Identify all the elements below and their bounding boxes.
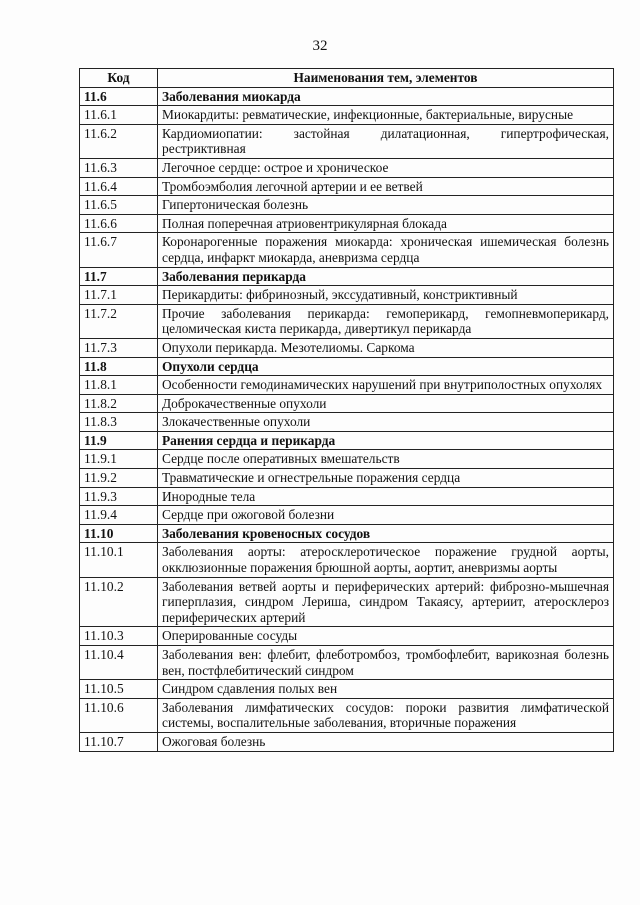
- row-title: Инородные тела: [158, 487, 614, 506]
- table-header-row: [80, 69, 614, 88]
- row-code: 11.6.5: [80, 196, 158, 215]
- row-code: 11.8: [80, 357, 158, 376]
- row-title: Тромбоэмболия легочной артерии и ее ветвей: [158, 177, 614, 196]
- row-title: Перикардиты: фибринозный, экссудативный, констриктивный: [158, 286, 614, 305]
- row-code: 11.8.1: [80, 376, 158, 395]
- topics-table: [79, 68, 614, 752]
- row-title: Заболевания кровеносных сосудов: [158, 524, 614, 543]
- row-code: 11.10: [80, 524, 158, 543]
- table-row: [80, 394, 614, 413]
- row-code: 11.9: [80, 431, 158, 450]
- row-code: 11.10.3: [80, 627, 158, 646]
- table-row: [80, 627, 614, 646]
- row-title: Ранения сердца и перикарда: [158, 431, 614, 450]
- section-row: [80, 267, 614, 286]
- table-row: [80, 732, 614, 751]
- table-row: [80, 543, 614, 577]
- table-row: [80, 680, 614, 699]
- section-row: [80, 431, 614, 450]
- row-title: Заболевания вен: флебит, флеботромбоз, тромбофлебит, варикозная болезнь вен, постфлебитический синдром: [158, 646, 614, 680]
- table-row: [80, 196, 614, 215]
- row-code: 11.9.2: [80, 469, 158, 488]
- table-body: [80, 87, 614, 751]
- table-row: [80, 106, 614, 125]
- row-code: 11.10.2: [80, 577, 158, 627]
- row-code: 11.9.3: [80, 487, 158, 506]
- section-row: [80, 87, 614, 106]
- table-row: [80, 124, 614, 158]
- table-row: [80, 646, 614, 680]
- row-code: 11.9.1: [80, 450, 158, 469]
- row-title: Гипертоническая болезнь: [158, 196, 614, 215]
- row-code: 11.7.2: [80, 304, 158, 338]
- row-title: Сердце после оперативных вмешательств: [158, 450, 614, 469]
- row-code: 11.7.3: [80, 338, 158, 357]
- table-row: [80, 376, 614, 395]
- table-row: [80, 413, 614, 432]
- table-row: [80, 233, 614, 267]
- row-code: 11.7: [80, 267, 158, 286]
- row-title: Коронарогенные поражения миокарда: хроническая ишемическая болезнь сердца, инфаркт миокарда, аневризма сердца: [158, 233, 614, 267]
- row-code: 11.6: [80, 87, 158, 106]
- header-code: Код: [80, 69, 158, 88]
- row-title: Заболевания миокарда: [158, 87, 614, 106]
- row-title: Заболевания аорты: атеросклеротическое поражение грудной аорты, окклюзионные поражения брюшной аорты, аортит, аневризмы аорты: [158, 543, 614, 577]
- row-code: 11.10.5: [80, 680, 158, 699]
- row-title: Сердце при ожоговой болезни: [158, 506, 614, 525]
- page-number: 32: [312, 38, 328, 54]
- row-title: Заболевания ветвей аорты и периферических артерий: фиброзно-мышечная гиперплазия, синдром Лериша, синдром Такаясу, артериит, атеросклероз периферических артерий: [158, 577, 614, 627]
- row-title: Синдром сдавления полых вен: [158, 680, 614, 699]
- row-code: 11.6.3: [80, 158, 158, 177]
- table-row: [80, 177, 614, 196]
- row-code: 11.10.1: [80, 543, 158, 577]
- row-title: Кардиомиопатии: застойная дилатационная, гипертрофическая, рестриктивная: [158, 124, 614, 158]
- row-title: Злокачественные опухоли: [158, 413, 614, 432]
- header-title: Наименования тем, элементов: [158, 69, 614, 88]
- table-row: [80, 158, 614, 177]
- row-code: 11.10.7: [80, 732, 158, 751]
- row-title: Особенности гемодинамических нарушений при внутриполостных опухолях: [158, 376, 614, 395]
- row-code: 11.8.3: [80, 413, 158, 432]
- table-row: [80, 698, 614, 732]
- section-row: [80, 524, 614, 543]
- row-title: Миокардиты: ревматические, инфекционные, бактериальные, вирусные: [158, 106, 614, 125]
- table-row: [80, 577, 614, 627]
- row-title: Легочное сердце: острое и хроническое: [158, 158, 614, 177]
- row-title: Оперированные сосуды: [158, 627, 614, 646]
- row-code: 11.6.1: [80, 106, 158, 125]
- row-code: 11.10.4: [80, 646, 158, 680]
- row-title: Заболевания перикарда: [158, 267, 614, 286]
- row-code: 11.6.2: [80, 124, 158, 158]
- row-title: Опухоли сердца: [158, 357, 614, 376]
- row-title: Доброкачественные опухоли: [158, 394, 614, 413]
- table-row: [80, 450, 614, 469]
- row-code: 11.6.7: [80, 233, 158, 267]
- table-row: [80, 487, 614, 506]
- row-code: 11.6.4: [80, 177, 158, 196]
- table-row: [80, 286, 614, 305]
- row-title: Опухоли перикарда. Мезотелиомы. Саркома: [158, 338, 614, 357]
- table-row: [80, 304, 614, 338]
- row-title: Полная поперечная атриовентрикулярная блокада: [158, 214, 614, 233]
- section-row: [80, 357, 614, 376]
- row-title: Ожоговая болезнь: [158, 732, 614, 751]
- row-code: 11.8.2: [80, 394, 158, 413]
- row-code: 11.9.4: [80, 506, 158, 525]
- row-title: Прочие заболевания перикарда: гемоперикард, гемопневмоперикард, целомическая киста перикарда, дивертикул перикарда: [158, 304, 614, 338]
- table-row: [80, 214, 614, 233]
- table-row: [80, 469, 614, 488]
- table-row: [80, 506, 614, 525]
- row-code: 11.6.6: [80, 214, 158, 233]
- row-title: Заболевания лимфатических сосудов: пороки развития лимфатической системы, воспалительные заболевания, вторичные поражения: [158, 698, 614, 732]
- row-code: 11.7.1: [80, 286, 158, 305]
- table-row: [80, 338, 614, 357]
- row-title: Травматические и огнестрельные поражения сердца: [158, 469, 614, 488]
- row-code: 11.10.6: [80, 698, 158, 732]
